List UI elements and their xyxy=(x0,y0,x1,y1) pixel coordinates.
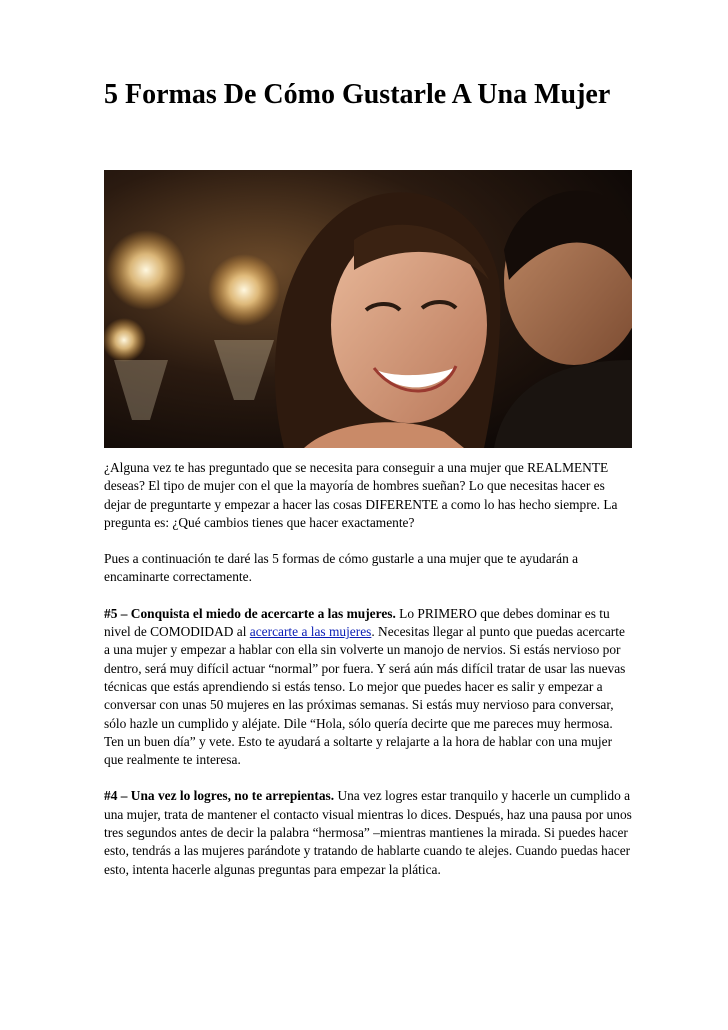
section-4-text: Una vez logres estar tranquilo y hacerle un cumplido a una mujer, trata de mantener el contacto visual mientras lo dices. Después, haz una pausa por unos tres segundos antes de decir la palabra “hermosa” –mientras mantienes la mirada. Si puedes hacer esto, tendrás a las mujeres parándote y tratando de hablarte cuando te alejes. Cuando puedas hacer esto, intenta hacerle algunas preguntas para empezar la plática. xyxy=(104,788,632,877)
section-5-paragraph xyxy=(104,605,634,770)
intro-paragraph-2: Pues a continuación te daré las 5 formas de cómo gustarle a una mujer que te ayudarán a encaminarte correctamente. xyxy=(104,551,579,585)
couple-photo-illustration xyxy=(104,170,632,448)
section-4-heading: #4 – Una vez lo logres, no te arrepientas. xyxy=(104,788,335,804)
section-4-paragraph xyxy=(104,787,634,878)
section-5-text-before-link: Lo PRIMERO que debes dominar es tu nivel de COMODIDAD al xyxy=(104,605,610,640)
couple-photo xyxy=(104,170,632,448)
approach-women-link[interactable]: acercarte a las mujeres xyxy=(249,624,372,640)
section-5-heading: #5 – Conquista el miedo de acercarte a las mujeres. xyxy=(104,605,396,621)
section-5-text-after-link: . Necesitas llegar al punto que puedas acercarte a una mujer y empezar a hablar con ella sin volverte un manojo de nervios. Si estás nervioso por dentro, será muy difícil actuar “normal” por fuera. Y será aún más difícil tratar de usar las nuevas técnicas que estás aprendiendo si estás tenso. Lo mejor que puedes hacer es salir y empezar a conversar con unas 50 mujeres en las próximas semanas. Si estás muy nervioso para conversar, sólo hazle un cumplido y aléjate. Dile “Hola, sólo quería decirte que me pareces muy hermosa. Ten un buen día” y vete. Esto te ayudará a soltarte y relajarte a la hora de hablar con una mujer que realmente te interesa. xyxy=(104,624,626,768)
intro-paragraph-1: ¿Alguna vez te has preguntado que se necesita para conseguir a una mujer que REALMENTE deseas? El tipo de mujer con el que la mayoría de hombres sueñan? Lo que necesitas hacer es dejar de preguntarte y empezar a hacer las cosas DIFERENTE a como lo has hecho siempre. La pregunta es: ¿Qué cambios tienes que hacer exactamente? xyxy=(104,460,618,530)
article-title: 5 Formas De Cómo Gustarle A Una Mujer xyxy=(104,79,611,110)
article-body xyxy=(104,459,634,879)
